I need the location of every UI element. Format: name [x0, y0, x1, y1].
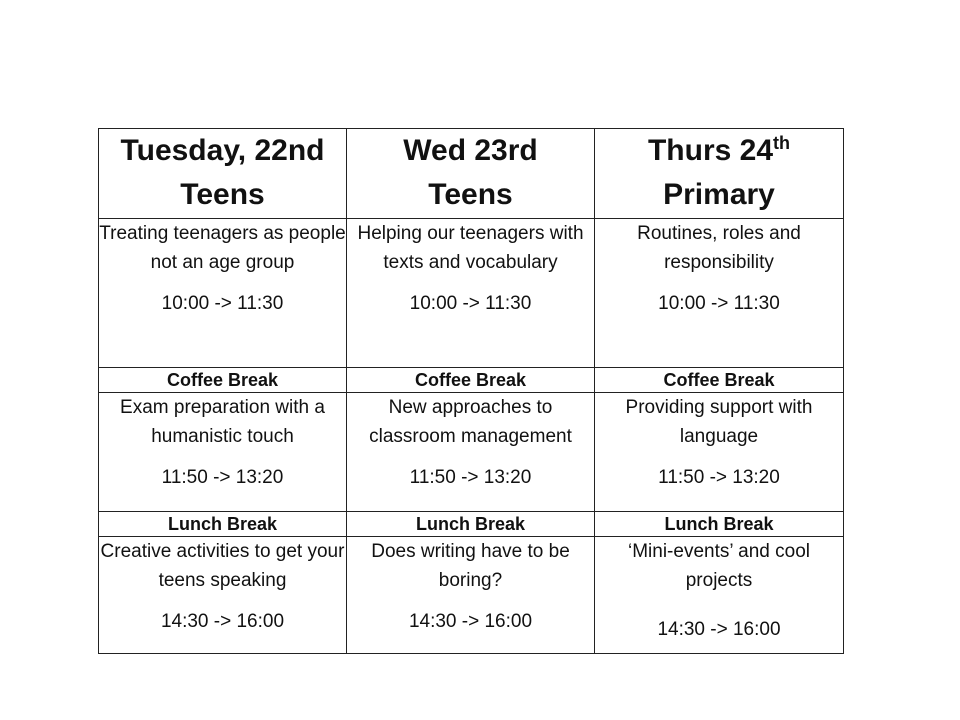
- break-label: Lunch Break: [99, 512, 347, 537]
- session-time: 14:30 -> 16:00: [408, 611, 533, 632]
- session-cell: [595, 537, 844, 654]
- schedule-table: [98, 128, 844, 654]
- session-time: 11:50 -> 13:20: [161, 467, 284, 488]
- break-row: [99, 512, 844, 537]
- column-header-thursday: [595, 129, 844, 219]
- column-header-wednesday: [347, 129, 595, 219]
- group-label: Primary: [663, 178, 775, 211]
- session-cell: [347, 537, 595, 654]
- session-time: 10:00 -> 11:30: [658, 293, 780, 314]
- session-cell: [595, 393, 844, 512]
- day-label: Wed 23rd: [403, 134, 538, 167]
- session-time: 10:00 -> 11:30: [409, 293, 532, 314]
- session-time: 11:50 -> 13:20: [409, 467, 532, 488]
- break-label: Lunch Break: [595, 512, 844, 537]
- session-row: [99, 537, 844, 654]
- header-row: [99, 129, 844, 219]
- session-cell: [99, 393, 347, 512]
- session-cell: [99, 537, 347, 654]
- session-cell: [595, 219, 844, 368]
- session-time: 10:00 -> 11:30: [161, 293, 284, 314]
- break-label: Coffee Break: [347, 368, 595, 393]
- session-cell: [347, 393, 595, 512]
- session-title: Exam preparation with a humanistic touch: [120, 397, 325, 447]
- session-time: 14:30 -> 16:00: [160, 611, 285, 632]
- session-title: Treating teenagers as people not an age group: [99, 223, 346, 273]
- break-label: Coffee Break: [595, 368, 844, 393]
- day-label: Thurs 24: [647, 134, 774, 167]
- group-label: Teens: [428, 178, 513, 211]
- session-title: Routines, roles and responsibility: [637, 223, 801, 273]
- session-time: 11:50 -> 13:20: [658, 467, 780, 488]
- group-label: Teens: [180, 178, 265, 211]
- session-title: New approaches to classroom management: [369, 397, 572, 447]
- day-label: Tuesday, 22nd: [120, 134, 325, 167]
- session-cell: [347, 219, 595, 368]
- session-row: [99, 393, 844, 512]
- session-row: [99, 219, 844, 368]
- break-label: Lunch Break: [347, 512, 595, 537]
- column-header-tuesday: [99, 129, 347, 219]
- session-cell: [99, 219, 347, 368]
- session-title: Helping our teenagers with texts and vocabulary: [357, 223, 584, 273]
- session-title: Creative activities to get your teens speaking: [100, 541, 345, 591]
- session-title: ‘Mini-events’ and cool projects: [628, 541, 810, 591]
- break-label: Coffee Break: [99, 368, 347, 393]
- session-title: Providing support with language: [625, 397, 813, 447]
- day-suffix: th: [773, 133, 791, 153]
- break-row: [99, 368, 844, 393]
- session-title: Does writing have to be boring?: [371, 541, 570, 591]
- session-time: 14:30 -> 16:00: [657, 619, 781, 640]
